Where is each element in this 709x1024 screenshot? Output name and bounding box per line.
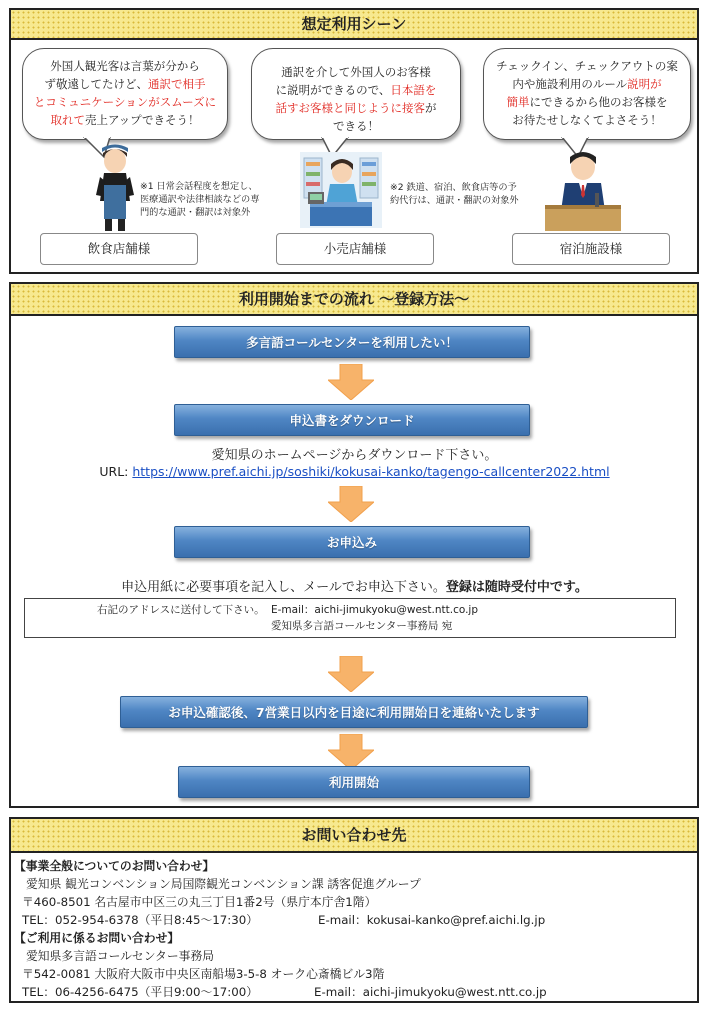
address-email[interactable]: E-mail：aichi-jimukyoku@west.ntt.co.jp [271,604,479,616]
note-2: ※2 鉄道、宿泊、飲食店等の予 約代行は、通訳・翻訳の対象外 [390,182,519,206]
contact-section-title: お問い合わせ先 [301,826,407,844]
contact-group2-org: 愛知県多言語コールセンター事務局 [26,949,215,963]
contact-group1-tel: TEL：052-954-6378（平日8:45～17:30） [22,913,259,927]
speech-bubble-restaurant: 外国人観光客は言葉が分から ず敬遠してたけど、通訳で相手 とコミュニケーションがスムーズに 取れて売上アップできそう！ [22,48,228,140]
hotel-staff-illustration-icon [545,145,621,231]
contact-group2-email[interactable]: E-mail：aichi-jimukyoku@west.ntt.co.jp [314,985,547,999]
address-intro: 右記のアドレスに送付して下さい。 [97,604,265,616]
contact-section-header [9,817,699,853]
speech-bubble-retail: 通訳を介して外国人のお客様 に説明ができるので、日本語を 話すお客様と同じように接客が できる！ [251,48,461,140]
step-download-form: 申込書をダウンロード [174,404,530,436]
contact-group1-email[interactable]: E-mail：kokusai-kanko@pref.aichi.lg.jp [318,913,546,927]
step-want-to-use: 多言語コールセンターを利用したい！ [174,326,530,358]
label-hotel: 宿泊施設様 [512,233,670,265]
speech-bubble-hotel: チェックイン、チェックアウトの案 内や施設利用のルール説明が 簡単にできるから他のお客様を お待たせしなくてよさそう！ [483,48,691,140]
step-confirmation: お申込確認後、7営業日以内を目途に利用開始日を連絡いたします [120,696,588,728]
label-restaurant: 飲食店舗様 [40,233,198,265]
apply-instruction: 申込用紙に必要事項を記入し、メールでお申込下さい。登録は随時受付中です。 [121,580,588,595]
contact-group2-heading: 【ご利用に係るお問い合わせ】 [14,931,180,945]
waitress-illustration-icon [90,143,140,235]
down-arrow-icon [328,734,374,770]
note-1: ※1 日常会話程度を想定し、 医療通訳や法律相談などの専 門的な通訳・翻訳は対象外 [140,181,260,218]
contact-group1-org: 愛知県 観光コンベンション局国際観光コンベンション課 誘客促進グループ [26,877,421,891]
scene-section-title: 想定利用シーン [301,15,407,33]
contact-group1-heading: 【事業全般についてのお問い合わせ】 [14,859,215,873]
contact-group1-address: 〒460-8501 名古屋市中区三の丸三丁目1番2号（県庁本庁舎1階） [22,895,377,909]
contact-group2-tel: TEL：06-4256-6475（平日9:00～17:00） [22,985,259,999]
scene-section-header [9,8,699,40]
download-url-line: URL: https://www.pref.aichi.jp/soshiki/kokusai-kanko/tagengo-callcenter2022.html [99,464,610,479]
email-address-box [24,598,676,638]
flow-section-header [9,282,699,316]
step-start-use: 利用開始 [178,766,530,798]
shop-clerk-illustration-icon [300,152,382,228]
contact-group2-address: 〒542-0081 大阪府大阪市中央区南船場3-5-8 オーク心斎橋ビル3階 [22,967,385,981]
flow-section-title: 利用開始までの流れ ～登録方法～ [238,290,470,308]
down-arrow-icon [328,656,374,692]
down-arrow-icon [328,364,374,400]
step-apply: お申込み [174,526,530,558]
down-arrow-icon [328,486,374,522]
address-recipient: 愛知県多言語コールセンター事務局 宛 [271,620,453,632]
download-instruction: 愛知県のホームページからダウンロード下さい。 [211,448,498,463]
label-retail: 小売店舗様 [276,233,434,265]
download-url-link[interactable]: https://www.pref.aichi.jp/soshiki/kokusai-kanko/tagengo-callcenter2022.html [132,464,610,479]
